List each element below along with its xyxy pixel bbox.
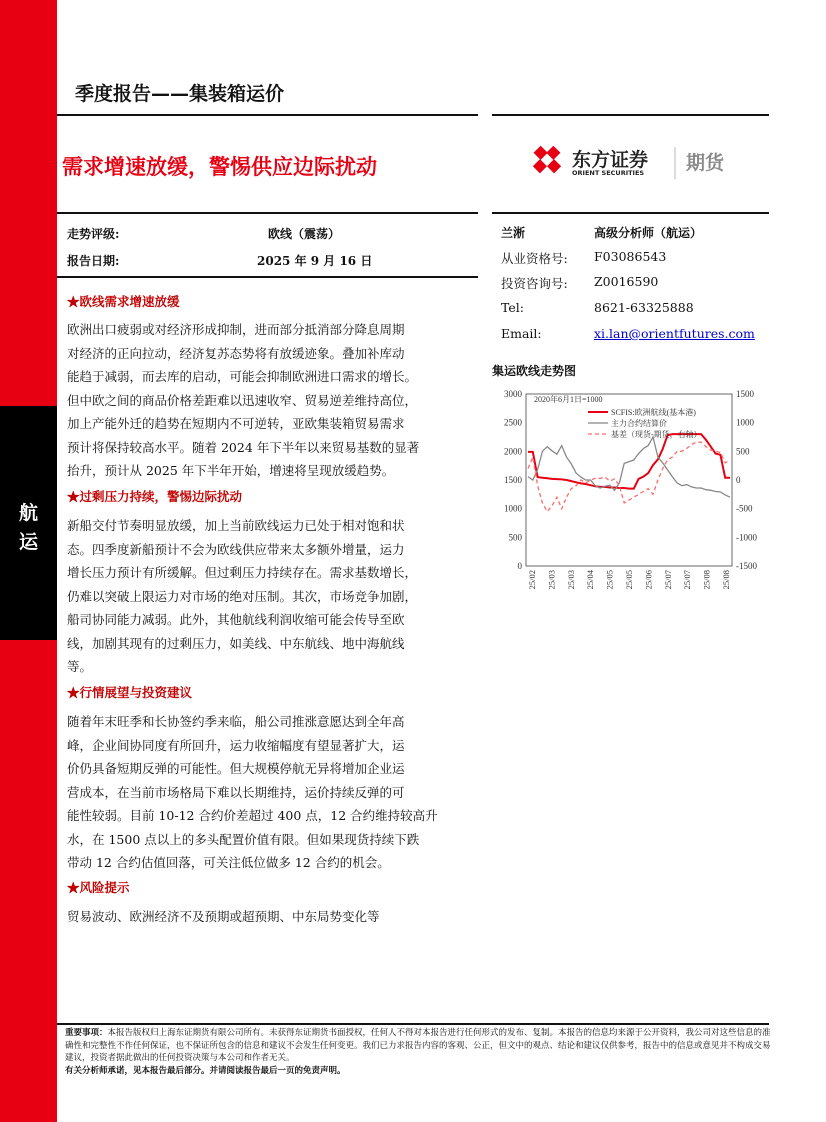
section-body-demand xyxy=(67,318,471,483)
legend-label: 基差（现货-期货，右轴） xyxy=(611,430,702,439)
section-title-risk: ★风险提示 xyxy=(67,880,130,895)
y-right-tick-label: 0 xyxy=(736,475,741,485)
logo-cn-text: 东方证券 xyxy=(572,149,649,171)
x-tick-label: 25/06 xyxy=(643,570,654,590)
chart-title: 集运欧线走势图 xyxy=(492,364,577,378)
rating-value: 欧线（震荡） xyxy=(268,227,341,241)
body-line: 加上产能外迁的趋势在短期内不可逆转，亚欧集装箱贸易需求 xyxy=(67,416,405,431)
y-right-tick-label: 1000 xyxy=(736,417,754,428)
analyst-rule-top xyxy=(492,212,769,214)
analyst-name: 兰淅 xyxy=(501,226,526,240)
y-left-tick-label: 1000 xyxy=(504,503,522,514)
analyst-tel-value: 8621-63325888 xyxy=(594,300,694,315)
chart-annotation: 2020年6月1日=1000 xyxy=(534,395,603,404)
body-line: 态。四季度新船预计不会为欧线供应带来太多额外增量，运力 xyxy=(67,541,405,557)
x-tick-label: 25/03 xyxy=(565,570,576,590)
logo-en-text: ORIENT SECURITIES xyxy=(572,169,645,177)
report-title: 季度报告——集装箱运价 xyxy=(75,83,285,105)
section-title-demand: ★欧线需求增速放缓 xyxy=(67,294,180,309)
body-line: 能性较弱。目前 10-12 合约价差超过 400 点，12 合约维持较高升 xyxy=(67,808,438,823)
analyst-tel-label: Tel: xyxy=(501,300,524,315)
analyst-cert-label: 从业资格号: xyxy=(501,251,568,266)
header-rule-right xyxy=(492,114,769,116)
price-trend-chart xyxy=(492,386,778,608)
body-line: 营成本，在当前市场格局下难以长期维持，运价持续反弹的可 xyxy=(67,784,405,800)
meta-rule-bottom xyxy=(57,276,478,278)
x-tick-label: 25/08 xyxy=(721,570,731,590)
body-line: 新船交付节奏明显放缓，加上当前欧线运力已处于相对饱和状 xyxy=(67,518,405,533)
disclaimer-rule xyxy=(57,1023,769,1025)
y-left-tick-label: 0 xyxy=(517,561,522,571)
section-body-supply xyxy=(67,514,471,679)
body-line: 船司协同能力减弱。此外，其他航线利润收缩可能会传导至欧 xyxy=(67,612,405,627)
analyst-cert-value: F03086543 xyxy=(594,249,667,264)
body-line: 贸易波动、欧洲经济不及预期或超预期、中东局势变化等 xyxy=(67,909,380,924)
legend-label: SCFIS:欧洲航线(基本港) xyxy=(611,408,696,417)
section-body-risk xyxy=(67,905,471,929)
body-line: 价仍具备短期反弹的可能性。但大规模停航无异将增加企业运 xyxy=(67,761,405,776)
disclaimer xyxy=(65,1027,775,1077)
logo-sub-text: 期货 xyxy=(686,152,725,174)
analyst-consult-label: 投资咨询号: xyxy=(501,276,568,291)
body-line: 线，加剧其现有的过剩压力，如美线、中东航线、地中海航线 xyxy=(67,635,405,651)
body-line: 带动 12 合约估值回落，可关注低位做多 12 合约的机会。 xyxy=(67,855,390,870)
sidebar-tab-char-1: 航 xyxy=(18,502,38,524)
x-tick-label: 25/05 xyxy=(624,570,634,590)
body-line: 增长压力预计有所缓解。但过剩压力持续存在。需求基数增长， xyxy=(67,565,418,580)
y-right-tick-label: -1500 xyxy=(736,561,757,571)
y-left-tick-label: 3000 xyxy=(504,389,522,399)
x-tick-label: 25/03 xyxy=(546,570,557,590)
sidebar-category-tab xyxy=(0,406,57,640)
analyst-consult-value: Z0016590 xyxy=(594,274,659,289)
x-tick-label: 25/04 xyxy=(585,570,596,590)
headline: 需求增速放缓，警惕供应边际扰动 xyxy=(62,155,377,179)
y-left-tick-label: 2000 xyxy=(504,446,522,457)
analyst-email-label: Email: xyxy=(501,326,542,341)
analyst-email-link[interactable]: xi.lan@orientfutures.com xyxy=(594,326,755,341)
body-line: 抬升，预计从 2025 年下半年开始，增速将呈现放缓趋势。 xyxy=(67,463,395,478)
body-line: 仍难以突破上限运力对市场的绝对压制。其次，市场竞争加剧， xyxy=(67,588,418,604)
x-tick-label: 25/07 xyxy=(682,570,693,590)
section-body-outlook xyxy=(67,710,471,875)
body-line: 等。 xyxy=(67,659,93,674)
body-line: 预计将保持较高水平。随着 2024 年下半年以来贸易基数的显著 xyxy=(67,439,420,455)
body-line: 对经济的正向拉动，经济复苏态势将有放缓迹象。叠加补库动 xyxy=(67,345,405,361)
body-line: 能趋于减弱，而去库的启动，可能会抑制欧洲进口需求的增长。 xyxy=(67,369,418,384)
disclaimer-label: 重要事项： xyxy=(65,1028,108,1038)
rating-label: 走势评级: xyxy=(67,227,120,241)
y-right-tick-label: 500 xyxy=(736,446,750,457)
x-tick-label: 25/02 xyxy=(527,570,537,590)
y-right-tick-label: -500 xyxy=(736,503,753,514)
body-line: 但中欧之间的商品价格差距难以迅速收窄、贸易逆差维持高位， xyxy=(67,392,418,408)
y-left-tick-label: 2500 xyxy=(504,417,522,428)
y-left-tick-label: 1500 xyxy=(504,475,522,485)
body-line: 随着年末旺季和长协签约季来临，船公司推涨意愿达到全年高 xyxy=(67,714,405,729)
date-label: 报告日期: xyxy=(67,254,120,268)
sidebar-tab-char-2: 运 xyxy=(18,531,38,553)
y-right-tick-label: -1000 xyxy=(736,532,757,543)
disclaimer-footer: 有关分析师承诺，见本报告最后部分。并请阅读报告最后一页的免责声明。 xyxy=(65,1065,346,1076)
company-logo xyxy=(528,143,768,183)
header-rule-left xyxy=(57,114,478,116)
date-value: 2025 年 9 月 16 日 xyxy=(257,254,373,268)
meta-rule-top xyxy=(57,212,478,214)
y-left-tick-label: 500 xyxy=(508,532,522,543)
disclaimer-text: 本报告版权归上海东证期货有限公司所有。未获得东证期货书面授权，任何人不得对本报告进行任何形式的发布、复制。本报告的信息均来源于公开资料，我公司对这些信息的准确性和完整性不作任何保证，也不保证所包含的信息和建议不会发生任何变更。我们已力求报告内容的客观、公正，但文中的观点、结论和建议仅供参考，报告中的信息或意见并不构成交易建议，投资者据此做出的任何投资决策与本公司和作者无关。 xyxy=(65,1028,771,1063)
x-tick-label: 25/08 xyxy=(701,570,712,590)
x-tick-label: 25/07 xyxy=(662,570,673,590)
body-line: 峰，企业间协同度有所回升，运力收缩幅度有望显著扩大，运 xyxy=(67,737,405,753)
section-title-outlook: ★行情展望与投资建议 xyxy=(67,685,193,700)
body-line: 水，在 1500 点以上的多头配置价值有限。但如果现货持续下跌 xyxy=(67,831,420,847)
x-tick-label: 25/05 xyxy=(604,570,615,590)
body-line: 欧洲出口疲弱或对经济形成抑制，进而部分抵消部分降息周期 xyxy=(67,322,405,337)
analyst-role: 高级分析师（航运） xyxy=(594,226,703,240)
section-title-supply: ★过剩压力持续，警惕边际扰动 xyxy=(67,489,243,504)
y-right-tick-label: 1500 xyxy=(736,389,754,399)
legend-label: 主力合约结算价 xyxy=(611,419,667,428)
